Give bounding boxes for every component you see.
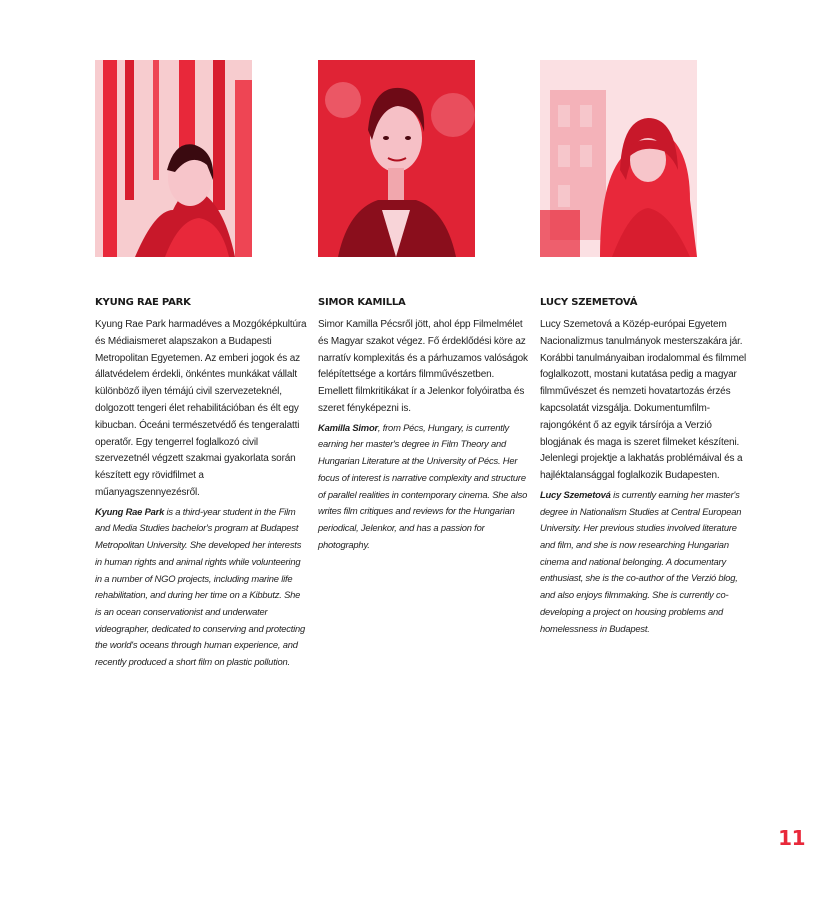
bio-english-text: is a third-year student in the Film and Media Studies bachelor's program at Budapest Metropolitan University. She developed her interests in human rights and animal rights while volunteering in a number of NGO projects, including marine life rehabilitation, and during her time on a Kibbutz. She is an ocean conservationist and underwater videographer, dedicated to conserving and protecting the world's oceans through human experience, and recently produced a short film on plastic pollution. bbox=[95, 505, 306, 668]
bio-english-name: Lucy Szemetová bbox=[540, 488, 611, 500]
portrait-photo-image bbox=[540, 60, 697, 257]
profile-name: LUCY SZEMETOVÁ bbox=[540, 297, 638, 308]
portrait-photo-simor-kamilla bbox=[318, 60, 475, 257]
profile-bio bbox=[318, 317, 530, 553]
bio-hungarian: Lucy Szemetová a Közép-európai Egyetem Nacionalizmus tanulmányok mesterszakára jár. Korábbi tanulmányaiban irodalommal és filmmel foglalkozott, mostani kutatása pedig a magyar filmművészet és nemzeti hovatartozás érzés kapcsolatát vizsgálja. Dokumentumfilm-rajongóként ő az egyik társírója a Verzió blogjának és maga is szeret filmeket készíteni. Jelenlegi projektje a lakhatás problémáival és a hajléktalansággal foglalkozik Budapesten. bbox=[540, 319, 747, 482]
bio-english-name: Kamilla Simor bbox=[318, 421, 378, 433]
portrait-photo-kyung-rae-park bbox=[95, 60, 252, 257]
bio-english-text: is currently earning her master's degree in Nationalism Studies at Central European University. Her previous studies involved literature and film, and she is now researching Hungarian cinema and national belonging. A documentary enthusiast, she is the co-author of the Verzió blog, and also enjoys filmmaking. She is currently co-developing a project on housing problems and homelessness in Budapest. bbox=[540, 488, 742, 634]
profile-name: SIMOR KAMILLA bbox=[318, 297, 406, 308]
profile-bio bbox=[540, 317, 752, 637]
bio-hungarian: Simor Kamilla Pécsről jött, ahol épp Filmelmélet és Magyar szakot végez. Fő érdeklődési köre az narratív komplexitás és a párhuzamos valóságok felépítettsége a kortárs filmművészetben. Emellett filmkritikákat ír a Jelenkor folyóiratba és szeret fényképezni is. bbox=[318, 319, 528, 414]
page-number: 11 bbox=[778, 826, 805, 850]
bio-english bbox=[540, 487, 752, 637]
portrait-photo-image bbox=[318, 60, 475, 257]
portrait-photo-image bbox=[95, 60, 252, 257]
bio-english-text: , from Pécs, Hungary, is currently earning her master's degree in Film Theory and Hungarian Literature at the University of Pécs. Her focus of interest is narrative complexity and structure of parallel realities in contemporary cinema. She also writes film critiques and reviews for the Hungarian periodical, Jelenkor, and has a passion for photography. bbox=[318, 421, 528, 550]
portrait-photo-lucy-szemetova bbox=[540, 60, 697, 257]
bio-english-name: Kyung Rae Park bbox=[95, 505, 165, 517]
bio-english bbox=[318, 420, 530, 554]
profile-bio bbox=[95, 317, 307, 671]
profile-name: KYUNG RAE PARK bbox=[95, 297, 191, 308]
bio-hungarian: Kyung Rae Park harmadéves a Mozgóképkultúra és Médiaismeret alapszakon a Budapesti Metropolitan Egyetemen. Az emberi jogok és az állatvédelem érdekli, önkéntes munkákat vállalt különböző ilyen témájú civil szervezeteknél, dolgozott tengeri élet rehabilitációban és élt egy kibucban. Óceáni természetvédő és tengeralatti operatőr. Egy tengerrel foglalkozó civil szervezetnél végzett szakmai gyakorlata során készített egy rövidfilmet a műanyagszennyezésről. bbox=[95, 319, 307, 498]
bio-english bbox=[95, 504, 307, 671]
